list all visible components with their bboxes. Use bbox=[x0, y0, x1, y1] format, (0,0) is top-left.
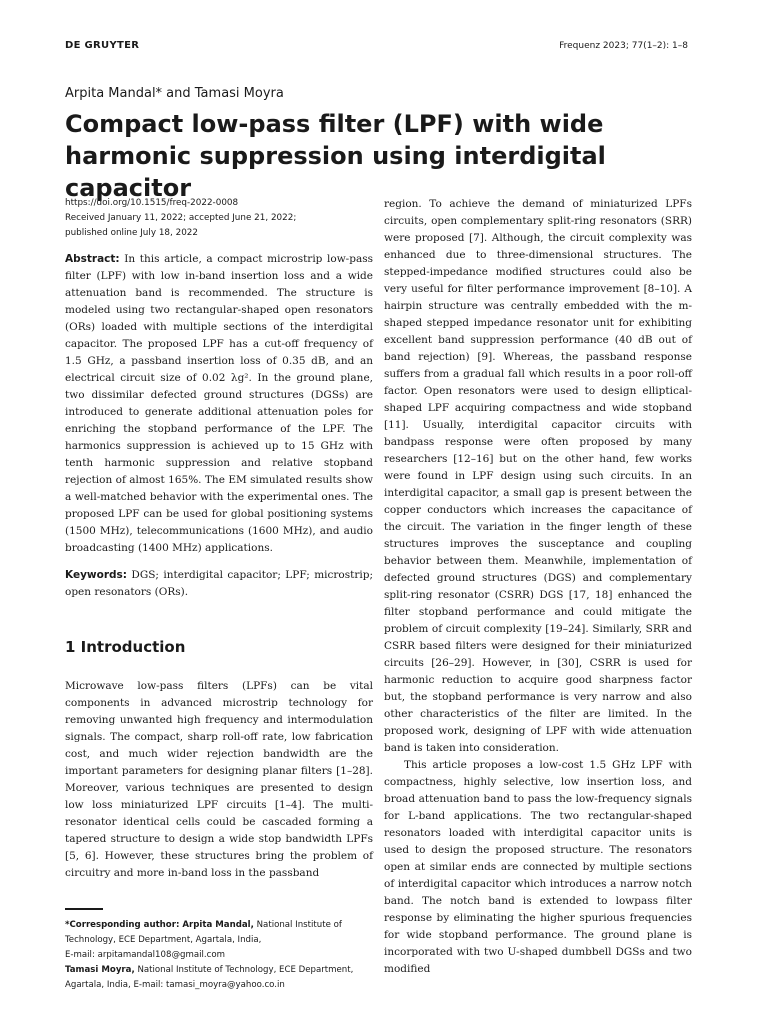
abstract-label: Abstract: bbox=[65, 253, 120, 265]
corresponding-author-affiliation: National Institute of Technology, ECE Department, Agartala, India, bbox=[65, 920, 342, 945]
corresponding-author-label: *Corresponding author: Arpita Mandal, bbox=[65, 920, 254, 930]
author-footnote bbox=[65, 918, 373, 993]
keywords-text: DGS; interdigital capacitor; LPF; microstrip; open resonators (ORs). bbox=[65, 569, 373, 598]
keywords-label: Keywords: bbox=[65, 569, 127, 581]
intro-paragraph-3: This article proposes a low-cost 1.5 GHz LPF with compactness, highly selective, low insertion loss, and broad attenuation band to pass the low-frequency signals for L-band applications. The two rectangular-shaped resonators loaded with interdigital capacitor units is used to design the proposed structure. The resonators open at similar ends are connected by multiple sections of interdigital capacitor which introduces a narrow notch band. The notch band is extended to lowpass filter response by eliminating the higher spurious frequencies for wide stopband performance. The ground plane is incorporated with two U-shaped dumbbell DGSs and two modified bbox=[384, 759, 692, 975]
right-column bbox=[384, 196, 692, 978]
coauthor-name: Tamasi Moyra, bbox=[65, 965, 135, 975]
left-column bbox=[65, 196, 373, 993]
journal-citation: Frequenz 2023; 77(1–2): 1–8 bbox=[559, 41, 688, 51]
author-list: Arpita Mandal* and Tamasi Moyra bbox=[65, 86, 284, 101]
abstract bbox=[65, 251, 373, 557]
footnote-divider bbox=[65, 908, 103, 910]
corresponding-author-email[interactable]: E-mail: arpitamandal108@gmail.com bbox=[65, 950, 225, 960]
publisher-name: DE GRUYTER bbox=[65, 40, 140, 51]
published-date: published online July 18, 2022 bbox=[65, 228, 199, 238]
doi-link[interactable]: https://doi.org/10.1515/freq-2022-0008 bbox=[65, 198, 239, 208]
intro-paragraph-2: region. To achieve the demand of miniaturized LPFs circuits, open complementary split-ring resonators (SRR) were proposed [7]. Although, the circuit complexity was enhanced due to three-dimensional structures. The stepped-impedance modified structures could also be very useful for filter performance improvement [8–10]. A hairpin structure was centrally embedded with the m-shaped stepped impedance resonator unit for exhibiting excellent band suppression performance (40 dB out of band rejection) [9]. Whereas, the passband response suffers from a gradual fall which results in a poor roll-off factor. Open resonators were used to design elliptical-shaped LPF acquiring compactness and wide stopband [11]. Usually, interdigital capacitor circuits with bandpass response were often proposed by many researchers [12–16] but on the other hand, few works were found in LPF design using such circuits. In an interdigital capacitor, a small gap is present between the copper conductors which increases the capacitance of the circuit. The variation in the finger length of these structures improves the susceptance and coupling behavior between them. Meanwhile, implementation of defected ground structures (DGS) and complementary split-ring resonator (CSRR) DGS [17, 18] enhanced the filter stopband performance and could mitigate the problem of circuit complexity [19–24]. Similarly, SRR and CSRR based filters were designed for their miniaturized circuits [26–29]. However, in [30], CSRR is used for harmonic reduction to acquire good sharpness factor but, the stopband performance is very narrow and also other characteristics of the filter are limited. In the proposed work, designing of LPF with wide attenuation band is taken into consideration. bbox=[384, 198, 692, 754]
received-date: Received January 11, 2022; accepted June 21, 2022; bbox=[65, 213, 297, 223]
article-meta bbox=[65, 196, 373, 241]
keywords bbox=[65, 567, 373, 601]
section-heading: 1 Introduction bbox=[65, 638, 186, 656]
paper-title: Compact low-pass filter (LPF) with wide harmonic suppression using interdigital capacitor bbox=[65, 110, 606, 202]
intro-paragraph-1: Microwave low-pass filters (LPFs) can be vital components in advanced microstrip technology for removing unwanted high frequency and intermodulation signals. The compact, sharp roll-off rate, low fabrication cost, and much wider rejection bandwidth are the important parameters for designing planar filters [1–28]. Moreover, various techniques are presented to design low loss miniaturized LPF circuits [1–4]. The multi-resonator identical cells could be cascaded forming a tapered structure to design a wide stop bandwidth LPFs [5, 6]. However, these structures bring the problem of circuitry and more in-band loss in the passband bbox=[65, 680, 373, 879]
coauthor-affiliation: National Institute of Technology, ECE Department, Agartala, India, E-mail: tamasi_moyra@yahoo.co.in bbox=[65, 965, 354, 990]
abstract-text: In this article, a compact microstrip low-pass filter (LPF) with low in-band insertion loss and a wide attenuation band is recommended. The structure is modeled using two rectangular-shaped open resonators (ORs) loaded with multiple sections of the interdigital capacitor. The proposed LPF has a cut-off frequency of 1.5 GHz, a passband insertion loss of 0.35 dB, and an electrical circuit size of 0.02 λg². In the ground plane, two dissimilar defected ground structures (DGSs) are introduced to generate additional attenuation poles for enriching the stopband performance of the LPF. The harmonics suppression is achieved up to 15 GHz with tenth harmonic suppression and relative stopband rejection of almost 165%. The EM simulated results show a well-matched behavior with the experimental ones. The proposed LPF can be used for global positioning systems (1500 MHz), telecommunications (1600 MHz), and audio broadcasting (1400 MHz) applications. bbox=[65, 253, 373, 554]
